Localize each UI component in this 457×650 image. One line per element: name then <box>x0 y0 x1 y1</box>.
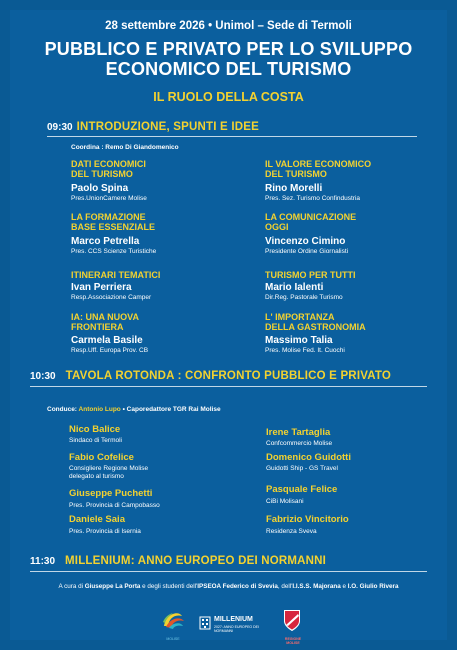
section1-coordinator: Coordina : Remo Di Giandomenico <box>71 144 179 151</box>
panelist-name: Nico Balice <box>69 424 121 435</box>
section3-time: 11:30 <box>30 556 56 567</box>
panelist-block <box>266 452 451 473</box>
speaker-role: Resp.Associazione Camper <box>71 294 152 301</box>
regione-molise-text: REGIONE MOLISE <box>284 637 302 645</box>
speaker-block <box>265 312 450 355</box>
panelist-block <box>69 514 254 536</box>
credit-school: IPSEOA Federico di Svevia <box>197 583 278 590</box>
panelist-name: Fabrizio Vincitorio <box>266 514 349 525</box>
section1-title: INTRODUZIONE, SPUNTI E IDEE <box>76 121 259 133</box>
page-subtitle: IL RUOLO DELLA COSTA <box>153 90 304 104</box>
speaker-block <box>265 159 450 203</box>
millenium-logo-subtitle: 2027: ANNO EUROPEO DEI NORMANNI <box>214 625 259 633</box>
speaker-topic: LA COMUNICAZIONE <box>265 212 357 222</box>
panelist-role: delegato al turismo <box>69 473 124 480</box>
molise-swirl-icon <box>160 608 186 632</box>
credit-text: e <box>340 583 348 590</box>
panelist-block <box>266 514 451 536</box>
speaker-name: Ivan Perriera <box>71 282 132 293</box>
speaker-role: Pres. CCS Scienze Turistiche <box>71 248 157 255</box>
speaker-role: Presidente Ordine Giornalisti <box>265 248 349 255</box>
panelist-block <box>69 452 254 481</box>
panelist-block <box>69 424 254 445</box>
page-title <box>0 39 457 79</box>
speaker-block <box>71 159 256 203</box>
panelist-role: Pres. Provincia di Isernia <box>69 528 141 535</box>
speaker-name: Mario Ialenti <box>265 282 324 293</box>
speaker-topic: LA FORMAZIONE <box>71 212 146 222</box>
footer-logos <box>0 600 457 645</box>
title-line-2: ECONOMICO DEL TURISMO <box>105 59 352 79</box>
panelist-block <box>69 488 254 510</box>
section3-divider <box>30 571 427 572</box>
panelist-block <box>266 484 451 506</box>
panelist-name: Domenico Guidotti <box>266 452 351 463</box>
speaker-role: Dir.Reg. Pastorale Turismo <box>265 294 343 301</box>
regione-molise-logo <box>282 608 304 645</box>
section3-title: MILLENIUM: ANNO EUROPEO DEI NORMANNI <box>65 555 327 567</box>
panelist-name: Fabio Cofelice <box>69 452 134 463</box>
speaker-name: Massimo Talia <box>265 335 333 346</box>
millenium-crest-icon <box>199 616 211 630</box>
speaker-role: Pres.UnionCamere Molise <box>71 195 147 202</box>
moderator-role: • Caporedattore TGR Rai Molise <box>120 406 221 413</box>
section3-heading <box>30 555 326 567</box>
panelist-role: Consigliere Regione Molise <box>69 465 149 472</box>
title-line-1: PUBBLICO E PRIVATO PER LO SVILUPPO <box>44 39 413 59</box>
speaker-topic: IA: UNA NUOVA <box>71 312 139 322</box>
speaker-topic: DEL TURISMO <box>71 169 133 179</box>
credit-school: I.I.S.S. Majorana <box>292 583 341 590</box>
speaker-name: Carmela Basile <box>71 335 143 346</box>
speaker-name: Vincenzo Cimino <box>265 236 346 247</box>
speaker-topic: OGGI <box>265 222 289 232</box>
panelist-name: Giuseppe Puchetti <box>69 488 153 499</box>
section1-time: 09:30 <box>47 122 73 133</box>
panelist-name: Pasquale Felice <box>266 484 338 495</box>
event-date-location: 28 settembre 2026 • Unimol – Sede di Termoli <box>105 20 352 32</box>
section2-divider <box>30 386 427 387</box>
speaker-topic: DEL TURISMO <box>265 169 327 179</box>
speaker-role: Resp.Uff. Europa Prov. CB <box>71 347 149 354</box>
speaker-block <box>71 212 256 256</box>
section2-time: 10:30 <box>30 371 56 382</box>
millenium-logo <box>199 612 273 636</box>
section1-heading <box>47 121 259 133</box>
speaker-block <box>265 270 450 302</box>
molise-logo-text: MOLISE <box>166 637 180 641</box>
section1-divider <box>47 136 417 137</box>
speaker-name: Paolo Spina <box>71 183 129 194</box>
credit-school: I.O. Giulio Rivera <box>347 583 399 590</box>
speaker-topic: L' IMPORTANZA <box>265 312 335 322</box>
moderator-prefix: Conduce: <box>47 406 79 413</box>
panelist-role: CiBi Molisani <box>266 498 304 505</box>
credit-text: A cura di <box>58 583 85 590</box>
panelist-role: Guidotti Ship - GS Travel <box>266 465 338 472</box>
speaker-block <box>71 312 256 355</box>
speaker-block <box>265 212 450 256</box>
moderator-name: Antonio Lupo <box>78 406 121 413</box>
speaker-name: Marco Petrella <box>71 236 140 247</box>
molise-logo <box>160 608 186 641</box>
millenium-logo-title: MILLENIUM <box>214 616 253 623</box>
speaker-topic: TURISMO PER TUTTI <box>265 270 356 280</box>
credit-text: , dell' <box>277 583 293 590</box>
speaker-role: Pres. Molise Fed. It. Cuochi <box>265 347 345 354</box>
panelist-block <box>266 427 451 448</box>
panelist-name: Irene Tartaglia <box>266 427 331 438</box>
speaker-topic: DATI ECONOMICI <box>71 159 146 169</box>
panelist-role: Residenza Sveva <box>266 528 317 535</box>
speaker-topic: BASE ESSENZIALE <box>71 222 156 232</box>
panelist-name: Daniele Saia <box>69 514 125 525</box>
footer-credits <box>0 583 457 590</box>
credit-curator: Giuseppe La Porta <box>84 583 141 590</box>
regione-shield-icon <box>282 608 302 632</box>
speaker-topic: FRONTIERA <box>71 322 124 332</box>
section2-moderator <box>47 406 221 413</box>
speaker-role: Pres. Sez. Turismo Confindustria <box>265 195 361 202</box>
panelist-role: Sindaco di Termoli <box>69 437 122 444</box>
speaker-block <box>71 270 256 302</box>
credit-text: e degli studenti dell' <box>140 583 198 590</box>
speaker-topic: DELLA GASTRONOMIA <box>265 322 366 332</box>
panelist-role: Confcommercio Molise <box>266 440 333 447</box>
speaker-topic: IL VALORE ECONOMICO <box>265 159 372 169</box>
speaker-topic: ITINERARI TEMATICI <box>71 270 161 280</box>
section2-title: TAVOLA ROTONDA : CONFRONTO PUBBLICO E PRIVATO <box>65 370 392 382</box>
panelist-role: Pres. Provincia di Campobasso <box>69 502 160 509</box>
speaker-name: Rino Morelli <box>265 183 323 194</box>
section2-heading <box>30 370 391 382</box>
